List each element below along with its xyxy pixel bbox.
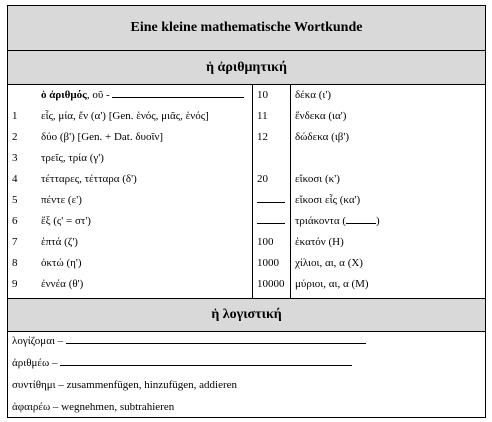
value-cell: 10000 — [257, 278, 285, 290]
greek-cell — [295, 211, 380, 232]
number-table — [8, 85, 485, 298]
greek-cell: δώδεκα (ιβ') — [295, 131, 350, 143]
number-cell: 8 — [12, 257, 18, 269]
greek-cell: ἕνδεκα (ια') — [295, 110, 347, 122]
section-arithmetic-label: ἡ ἀριθμητική — [206, 59, 287, 75]
table-row — [8, 190, 485, 211]
greek-text: τριάκοντα ( — [295, 215, 347, 227]
number-cell: 5 — [12, 194, 18, 206]
list-item — [12, 352, 481, 374]
table-row — [8, 127, 485, 148]
verb-list — [8, 330, 485, 417]
word-cell: τρεῖς, τρία (γ') — [41, 152, 104, 164]
greek-cell: χίλιοι, αι, α (Χ) — [295, 257, 363, 269]
number-cell: 6 — [12, 215, 18, 227]
title-text: Eine kleine mathematische Wortkunde — [130, 20, 363, 35]
value-cell: 20 — [257, 173, 268, 185]
number-cell: 9 — [12, 278, 18, 290]
value-cell: 11 — [257, 110, 268, 122]
table-row — [8, 169, 485, 190]
table-row-header — [8, 85, 485, 106]
greek-cell: εἴκοσι εἷς (κα') — [295, 194, 361, 206]
section-header-arithmetic — [8, 51, 485, 85]
word-cell: εἷς, μία, ἕν (α') [Gen. ἑνός, μιᾶς, ἑνός] — [41, 110, 209, 122]
word-cell — [41, 85, 244, 106]
value-cell: 100 — [257, 236, 274, 248]
value-blank — [257, 190, 285, 211]
blank-line — [257, 212, 285, 224]
blank-line — [346, 213, 376, 224]
word-bold: ὁ ἀριθμός — [41, 89, 87, 101]
blank-line — [112, 87, 244, 98]
verb-text: λογίζομαι – — [12, 335, 66, 347]
table-row — [8, 232, 485, 253]
worksheet — [7, 5, 486, 418]
word-cell: ἕξ (ς' = στ') — [41, 215, 91, 227]
table-row — [8, 274, 485, 295]
value-cell: 12 — [257, 131, 268, 143]
worksheet-title — [8, 6, 485, 51]
value-cell: 1000 — [257, 257, 279, 269]
value-cell: 10 — [257, 89, 268, 101]
word-cell: ἐννέα (θ') — [41, 278, 84, 290]
table-row — [8, 106, 485, 127]
list-item — [12, 330, 481, 352]
blank-line — [257, 191, 285, 203]
greek-close: ) — [376, 215, 380, 227]
word-cell: πέντε (ε') — [41, 194, 82, 206]
list-item — [12, 374, 481, 396]
word-cell: ἑπτά (ζ') — [41, 236, 78, 248]
number-cell: 7 — [12, 236, 18, 248]
greek-cell: ἑκατόν (Η) — [295, 236, 344, 248]
section-logistic-label: ἡ λογιστική — [211, 307, 282, 322]
table-row — [8, 253, 485, 274]
number-cell: 1 — [12, 110, 18, 122]
value-blank — [257, 211, 285, 232]
number-cell: 2 — [12, 131, 18, 143]
list-item — [12, 396, 481, 418]
greek-cell: εἴκοσι (κ') — [295, 173, 340, 185]
table-row — [8, 148, 485, 169]
word-cell: δύο (β') [Gen. + Dat. δυοῖν] — [41, 131, 164, 143]
verb-text: ἀριθμέω – — [12, 357, 61, 369]
greek-cell: δέκα (ι') — [295, 89, 332, 101]
blank-line — [66, 333, 366, 344]
greek-cell: μύριοι, αι, α (Μ) — [295, 278, 369, 290]
number-cell: 4 — [12, 173, 18, 185]
blank-line — [60, 355, 352, 366]
verb-text: ἀφαιρέω – wegnehmen, subtrahieren — [12, 401, 175, 413]
number-cell: 3 — [12, 152, 18, 164]
word-cell: ὀκτώ (η') — [41, 257, 82, 269]
word-cell: τέτταρες, τέτταρα (δ') — [41, 173, 137, 185]
word-suffix: , οῦ - — [86, 89, 113, 101]
verb-text: συντίθημι – zusammenfügen, hinzufügen, addieren — [12, 379, 238, 391]
section-header-logistic — [8, 298, 485, 332]
table-row — [8, 211, 485, 232]
